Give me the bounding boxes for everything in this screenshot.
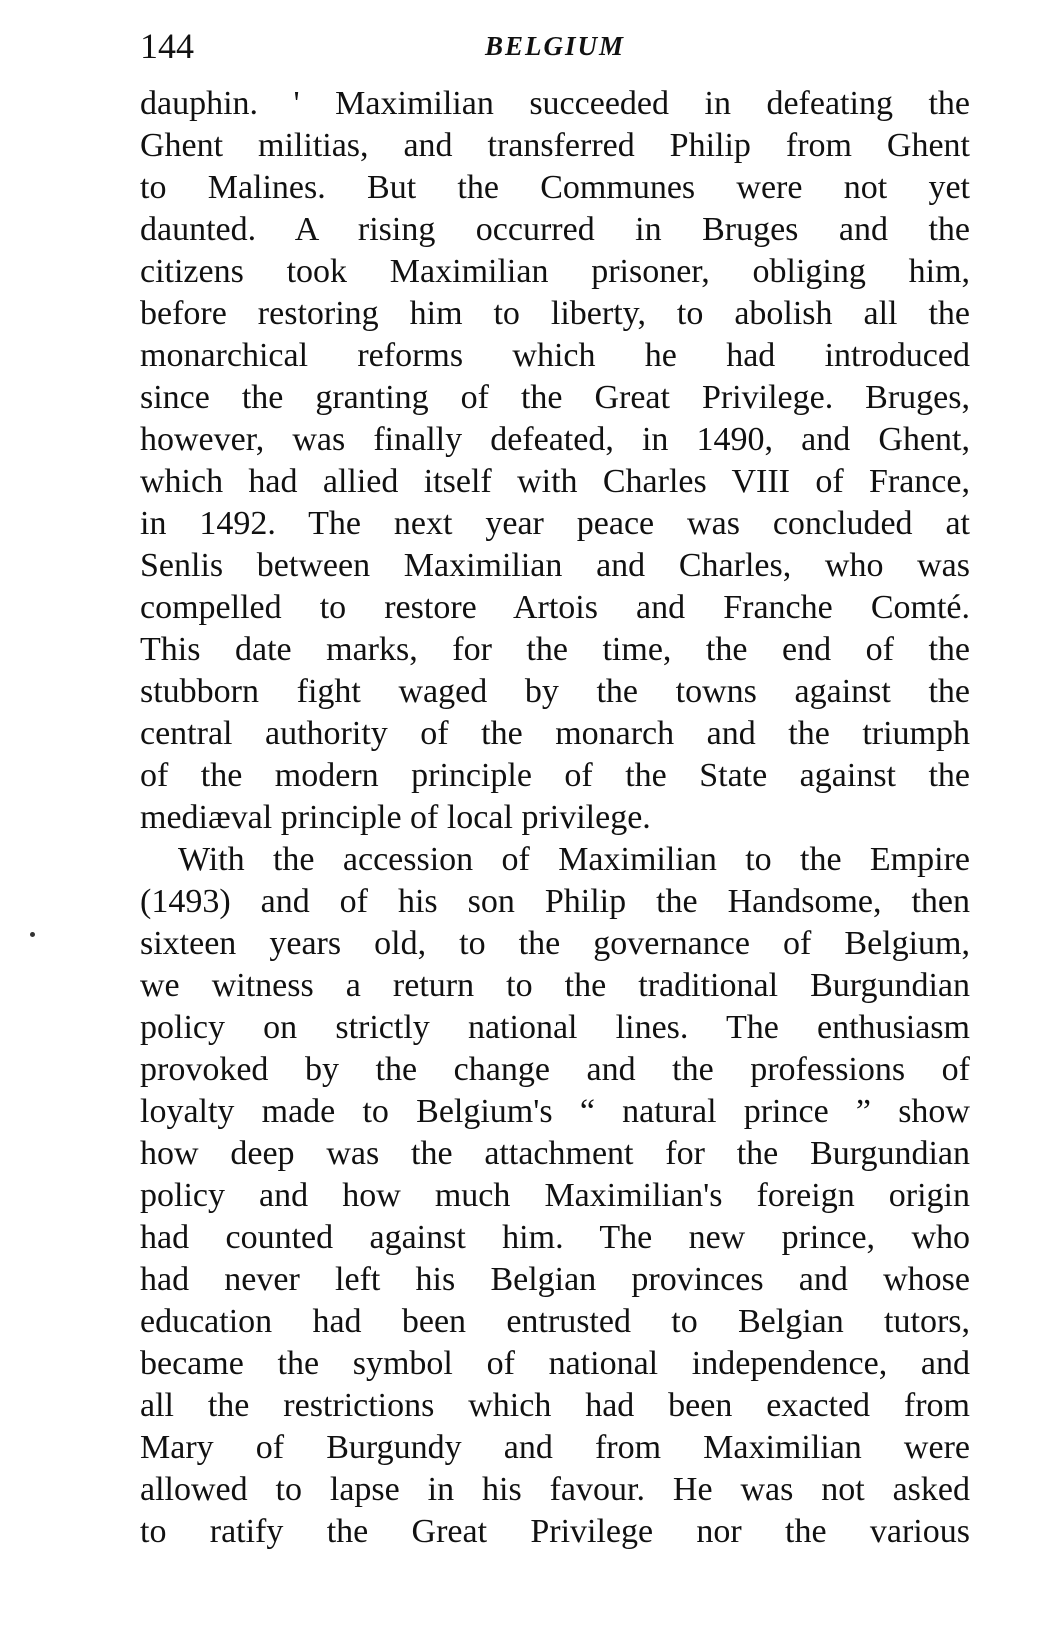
text-line: how deep was the attachment for the Burgundian xyxy=(140,1135,970,1172)
text-line: (1493) and of his son Philip the Handsome, then xyxy=(140,883,970,920)
text-line: sixteen years old, to the governance of Belgium, xyxy=(140,925,970,962)
running-title: BELGIUM xyxy=(484,31,626,61)
text-line: central authority of the monarch and the triumph xyxy=(140,715,970,752)
text-line: however, was finally defeated, in 1490, and Ghent, xyxy=(140,421,970,458)
text-line: policy on strictly national lines. The enthusiasm xyxy=(140,1009,970,1046)
text-line: to ratify the Great Privilege nor the various xyxy=(140,1513,970,1550)
text-line: monarchical reforms which he had introduced xyxy=(140,337,970,374)
text-line: mediæval principle of local privilege. xyxy=(140,799,651,836)
running-head xyxy=(140,16,970,76)
body-text xyxy=(140,83,970,1553)
text-line: all the restrictions which had been exacted from xyxy=(140,1387,970,1424)
text-line: With the accession of Maximilian to the Empire xyxy=(178,841,970,878)
text-line: we witness a return to the traditional Burgundian xyxy=(140,967,970,1004)
text-line: had never left his Belgian provinces and whose xyxy=(140,1261,970,1298)
text-line: which had allied itself with Charles VIII of France, xyxy=(140,463,970,500)
text-line: This date marks, for the time, the end of the xyxy=(140,631,970,668)
text-line: Ghent militias, and transferred Philip from Ghent xyxy=(140,127,970,164)
text-line: Senlis between Maximilian and Charles, who was xyxy=(140,547,970,584)
text-line: policy and how much Maximilian's foreign origin xyxy=(140,1177,970,1214)
text-line: allowed to lapse in his favour. He was not asked xyxy=(140,1471,970,1508)
text-line: Mary of Burgundy and from Maximilian were xyxy=(140,1429,970,1466)
text-line: had counted against him. The new prince, who xyxy=(140,1219,970,1256)
text-line: citizens took Maximilian prisoner, obliging him, xyxy=(140,253,970,290)
margin-speck xyxy=(30,932,35,937)
text-line: stubborn fight waged by the towns against the xyxy=(140,673,970,710)
text-line: provoked by the change and the professions of xyxy=(140,1051,970,1088)
text-line: of the modern principle of the State against the xyxy=(140,757,970,794)
text-line: since the granting of the Great Privilege. Bruges, xyxy=(140,379,970,416)
text-line: before restoring him to liberty, to abolish all the xyxy=(140,295,970,332)
text-line: became the symbol of national independence, and xyxy=(140,1345,970,1382)
text-line: to Malines. But the Communes were not yet xyxy=(140,169,970,206)
text-line: compelled to restore Artois and Franche Comté. xyxy=(140,589,970,626)
text-line: loyalty made to Belgium's “ natural prince ” show xyxy=(140,1093,970,1130)
text-line: education had been entrusted to Belgian tutors, xyxy=(140,1303,970,1340)
text-line: in 1492. The next year peace was concluded at xyxy=(140,505,970,542)
text-line: dauphin. ' Maximilian succeeded in defeating the xyxy=(140,85,970,122)
text-line: daunted. A rising occurred in Bruges and the xyxy=(140,211,970,248)
page-number: 144 xyxy=(140,26,194,66)
